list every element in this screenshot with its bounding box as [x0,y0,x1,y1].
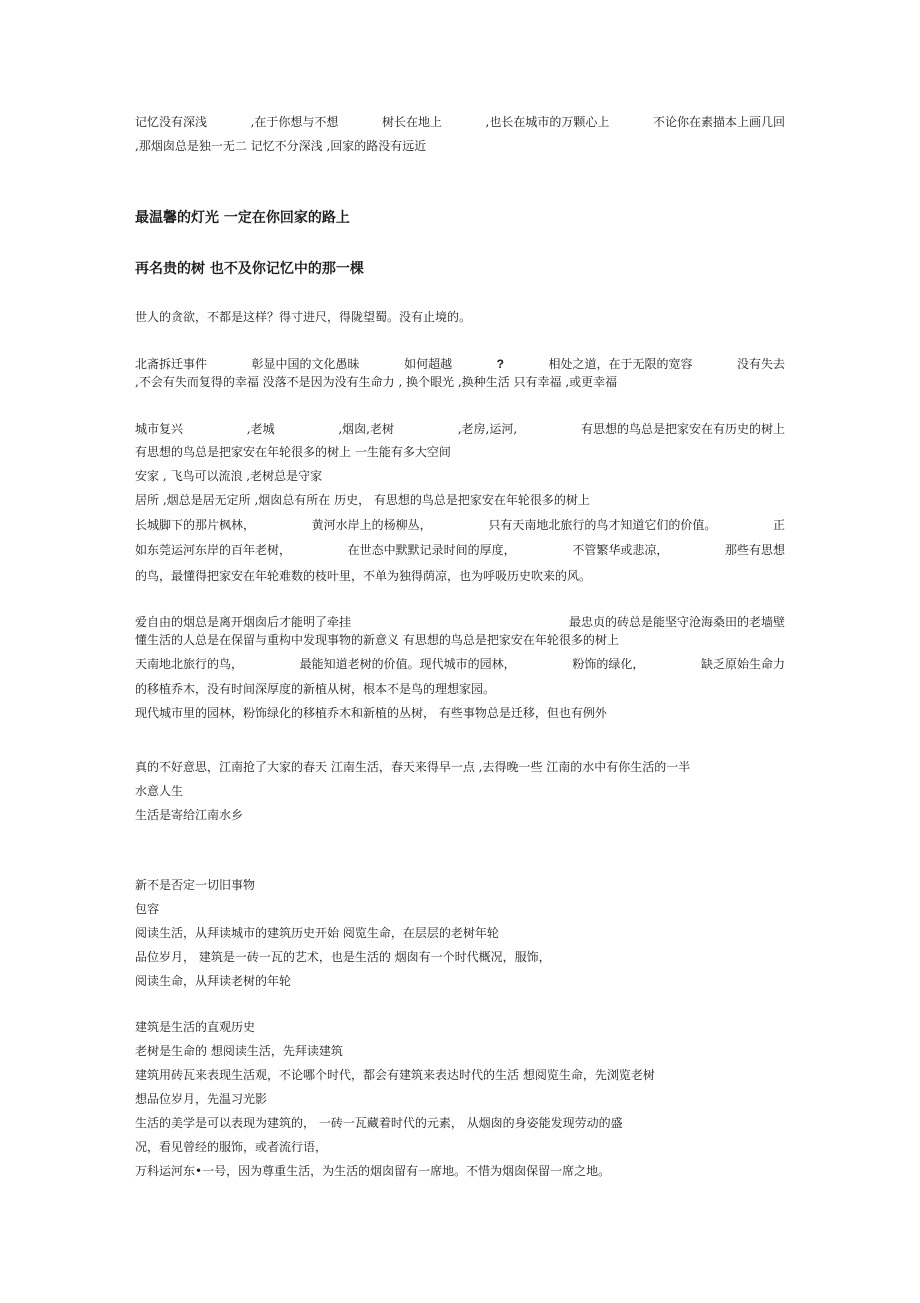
paragraph-7-line-7: 万科运河东•一号，因为尊重生活，为生活的烟囱留有一席地。不惜为烟囱保留一席之地。 [135,1164,611,1178]
paragraph-3-line-7: 的鸟，最懂得把家安在年轮难数的枝叶里，不单为独得荫凉，也为呼吸历史吹来的风。 [135,569,592,583]
paragraph-3-line-5 [135,518,785,533]
paragraph-4-line-4: 的移植乔木，没有时间深厚度的新植从树，根本不是鸟的理想家园。 [135,682,496,696]
paragraph-7-line-2: 老树是生命的 想阅读生活，先拜读建筑 [135,1044,343,1058]
paragraph-4-line-5: 现代城市里的园林，粉饰绿化的移植乔木和新植的丛树， 有些事物总是迁移，但也有例外 [135,706,607,720]
paragraph-5-line-3: 生活是寄给江南水乡 [135,808,244,822]
paragraph-6-line-3: 阅读生活，从拜读城市的建筑历史开始 阅览生命，在层层的老树年轮 [135,926,499,940]
paragraph-4-line-2: 懂生活的人总是在保留与重构中发现事物的新意义 有思想的鸟总是把家安在年轮很多的树上 [135,633,619,647]
text-segment: 天南地北旅行的鸟， [135,657,244,671]
text-segment: 黄河水岸上的杨柳丛， [311,518,432,532]
text-segment: 城市复兴 [135,422,184,436]
paragraph-2-line-2: ,不会有失而复得的幸福 没落不是因为没有生命力 , 换个眼光 ,换种生活 只有幸福 ,或更幸福 [135,375,618,389]
paragraph-2-line-1 [135,357,785,372]
text-segment: 如东莞运河东岸的百年老树， [135,543,292,557]
paragraph-6-line-4: 品位岁月， 建筑是一砖一瓦的艺术，也是生活的 烟囱有一个时代概况，服饰， [135,950,551,964]
text-segment: ,老城 [246,422,275,436]
paragraph-3-line-3: 安家 , 飞鸟可以流浪 ,老树总是守家 [135,469,323,483]
text-segment: 记忆没有深浅 [135,115,208,129]
paragraph-3-line-4: 居所 ,烟总是居无定所 ,烟囱总有所在 历史， 有思想的鸟总是把家安在年轮很多的树上 [135,493,590,507]
intro-line-2: ,那烟囱总是独一无二 记忆不分深浅 ,回家的路没有远近 [135,139,427,153]
text-segment: 长城脚下的那片枫林， [135,518,256,532]
text-segment: ,也长在城市的万颗心上 [485,115,610,129]
paragraph-7-line-5: 生活的美学是可以表现为建筑的， 一砖一瓦藏着时代的元素， 从烟囱的身姿能发现劳动的盛 [135,1116,623,1130]
paragraph-7-line-6: 况，看见曾经的服饰，或者流行语， [135,1140,328,1154]
paragraph-5-line-1: 真的不好意思，江南抢了大家的春天 江南生活，春天来得早一点 ,去得晚一些 江南的水中有你生活的一半 [135,760,691,774]
text-segment: 粉饰的绿化， [572,657,645,671]
text-segment: ,老房,运河, [457,422,518,436]
text-segment: ,在于你想与不想 [250,115,339,129]
paragraph-7-line-4: 想品位岁月，先温习光影 [135,1092,268,1106]
paragraph-7-line-1: 建筑是生活的直观历史 [135,1020,256,1034]
heading-1: 最温馨的灯光 一定在你回家的路上 [135,210,350,226]
text-segment: 北斋拆迁事件 [135,357,208,371]
text-segment: 树长在地上 [381,115,442,129]
paragraph-5-line-2: 水意人生 [135,784,184,798]
paragraph-6-line-5: 阅读生命，从拜读老树的年轮 [135,974,292,988]
text-segment: 那些有思想 [724,543,785,557]
text-segment: 有思想的鸟总是把家安在有历史的树上 [580,422,785,436]
text-segment: 最能知道老树的价值。现代城市的园林， [299,657,516,671]
paragraph-6-line-1: 新不是否定一切旧事物 [135,878,256,892]
text-segment: ,烟囱,老树 [338,422,394,436]
text-segment: 相处之道，在于无限的宽容 [548,357,693,371]
heading-2: 再名贵的树 也不及你记忆中的那一棵 [135,261,364,277]
text-segment: 在世态中默默记录时间的厚度， [347,543,516,557]
paragraph-1-line-1: 世人的贪欲，不都是这样？得寸进尺，得陇望蜀。没有止境的。 [135,310,472,324]
intro-line-1 [135,115,785,130]
paragraph-7-line-3: 建筑用砖瓦来表现生活观，不论哪个时代，都会有建筑来表达时代的生活 想阅览生命，先浏览老树 [135,1068,655,1082]
text-segment: 只有天南地北旅行的鸟才知道它们的价值。 [488,518,717,532]
paragraph-3-line-2: 有思想的鸟总是把家安在年轮很多的树上 一生能有多大空间 [135,445,451,459]
paragraph-3-line-1 [135,422,785,437]
text-segment: 不管繁华或悲凉， [572,543,669,557]
text-segment: 如何超越 [404,357,453,371]
text-segment: 最忠贞的砖总是能坚守沧海桑田的老墙壁 [568,615,785,629]
paragraph-6-line-2: 包容 [135,902,160,916]
text-segment: 正 [772,518,785,532]
text-segment: 缺乏原始生命力 [700,657,785,671]
text-segment: 爱自由的烟总是离开烟囱后才能明了牵挂 [135,615,352,629]
text-segment: 不论你在素描本上画几回 [652,115,785,129]
paragraph-3-line-6 [135,543,785,558]
text-segment: 彰显中国的文化愚昧 [251,357,360,371]
question-mark: ? [496,357,504,371]
text-segment: 没有失去 [736,357,785,371]
paragraph-4-line-1 [135,615,785,630]
paragraph-4-line-3 [135,657,785,672]
